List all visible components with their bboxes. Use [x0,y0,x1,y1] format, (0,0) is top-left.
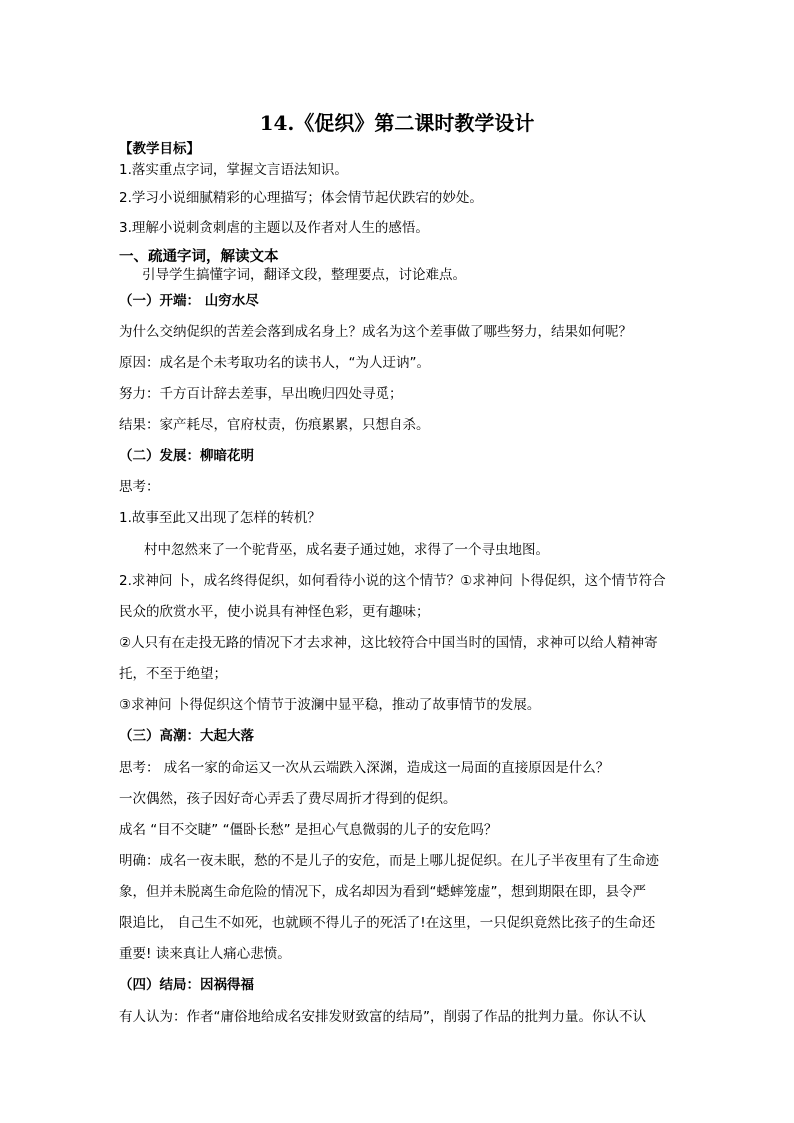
part-3-heading: （三）高潮：大起大落 [119,728,254,744]
part-2-answer-2-line-1: ②人只有在走投无路的情况下才去求神，这比较符合中国当时的国情，求神可以给人精神寄 [119,635,658,651]
part-2-question-2-line-2: 民众的欣赏水平，使小说具有神怪色彩，更有趣味； [119,604,430,620]
part-1-effort: 努力：千方百计辞去差事，早出晚归四处寻觅； [119,386,403,402]
part-3-clarify-line-2: 象，但并未脱离生命危险的情况下，成名却因为看到“蟋蟀笼虚”，想到期限在即，县令严 [119,884,646,900]
part-4-line-1: 有人认为：作者“庸俗地给成名安排发财致富的结局”，削弱了作品的批判力量。你认不认 [119,1009,646,1025]
part-2-question-1: 1.故事至此又出现了怎样的转机？ [119,510,321,526]
part-2-question-2-line-1: 2.求神问 卜，成名终得促织，如何看待小说的这个情节？①求神问 卜得促织，这个情节符合 [119,573,666,589]
part-3-clarify-line-4: 重要! 读来真让人痛心悲愤。 [119,946,291,962]
part-2-think: 思考： [119,479,160,495]
part-3-clarify-line-3: 限追比， 自己生不如死，也就顾不得儿子的死活了!在这里，一只促织竟然比孩子的生命还 [119,915,656,931]
part-1-reason: 原因：成名是个未考取功名的读书人，“为人迂讷”。 [119,355,430,371]
part-3-answer: 一次偶然，孩子因好奇心弄丢了费尽周折才得到的促织。 [119,791,457,807]
goals-heading: 【教学目标】 [119,141,200,157]
page-title: 14.《促织》第二课时教学设计 [259,111,535,135]
part-2-heading: （二）发展：柳暗花明 [119,448,254,464]
goal-2: 2.学习小说细腻精彩的心理描写；体会情节起伏跌宕的妙处。 [119,190,483,206]
part-1-result: 结果：家产耗尽，官府杖责，伤痕累累，只想自杀。 [119,417,430,433]
part-4-heading: （四）结局：因祸得福 [119,977,254,993]
part-2-answer-2-line-2: 托，不至于绝望； [119,666,227,682]
section-1-intro: 引导学生搞懂字词，翻译文段，整理要点，讨论难点。 [142,267,466,283]
part-2-answer-3: ③求神问 卜得促织这个情节于波澜中显平稳，推动了故事情节的发展。 [119,697,541,713]
part-1-question: 为什么交纳促织的苦差会落到成名身上？成名为这个差事做了哪些努力，结果如何呢？ [119,324,632,340]
part-3-question: 思考： 成名一家的命运又一次从云端跌入深渊，造成这一局面的直接原因是什么？ [119,760,610,776]
part-3-clarify-line-1: 明确：成名一夜未眠，愁的不是儿子的安危，而是上哪儿捉促织。在儿子半夜里有了生命迹 [119,853,659,869]
goal-1: 1.落实重点字词，掌握文言语法知识。 [119,162,348,178]
section-1-heading: 一、疏通字词，解读文本 [119,249,279,265]
goal-3: 3.理解小说刺贪刺虐的主题以及作者对人生的感悟。 [119,220,429,236]
part-1-heading: （一）开端： 山穷水尽 [119,293,259,309]
part-3-question-2: 成名 “目不交睫” “僵卧长愁” 是担心气息微弱的儿子的安危吗？ [119,822,498,838]
part-2-answer-1: 村中忽然来了一个驼背巫，成名妻子通过她，求得了一个寻虫地图。 [144,542,549,558]
